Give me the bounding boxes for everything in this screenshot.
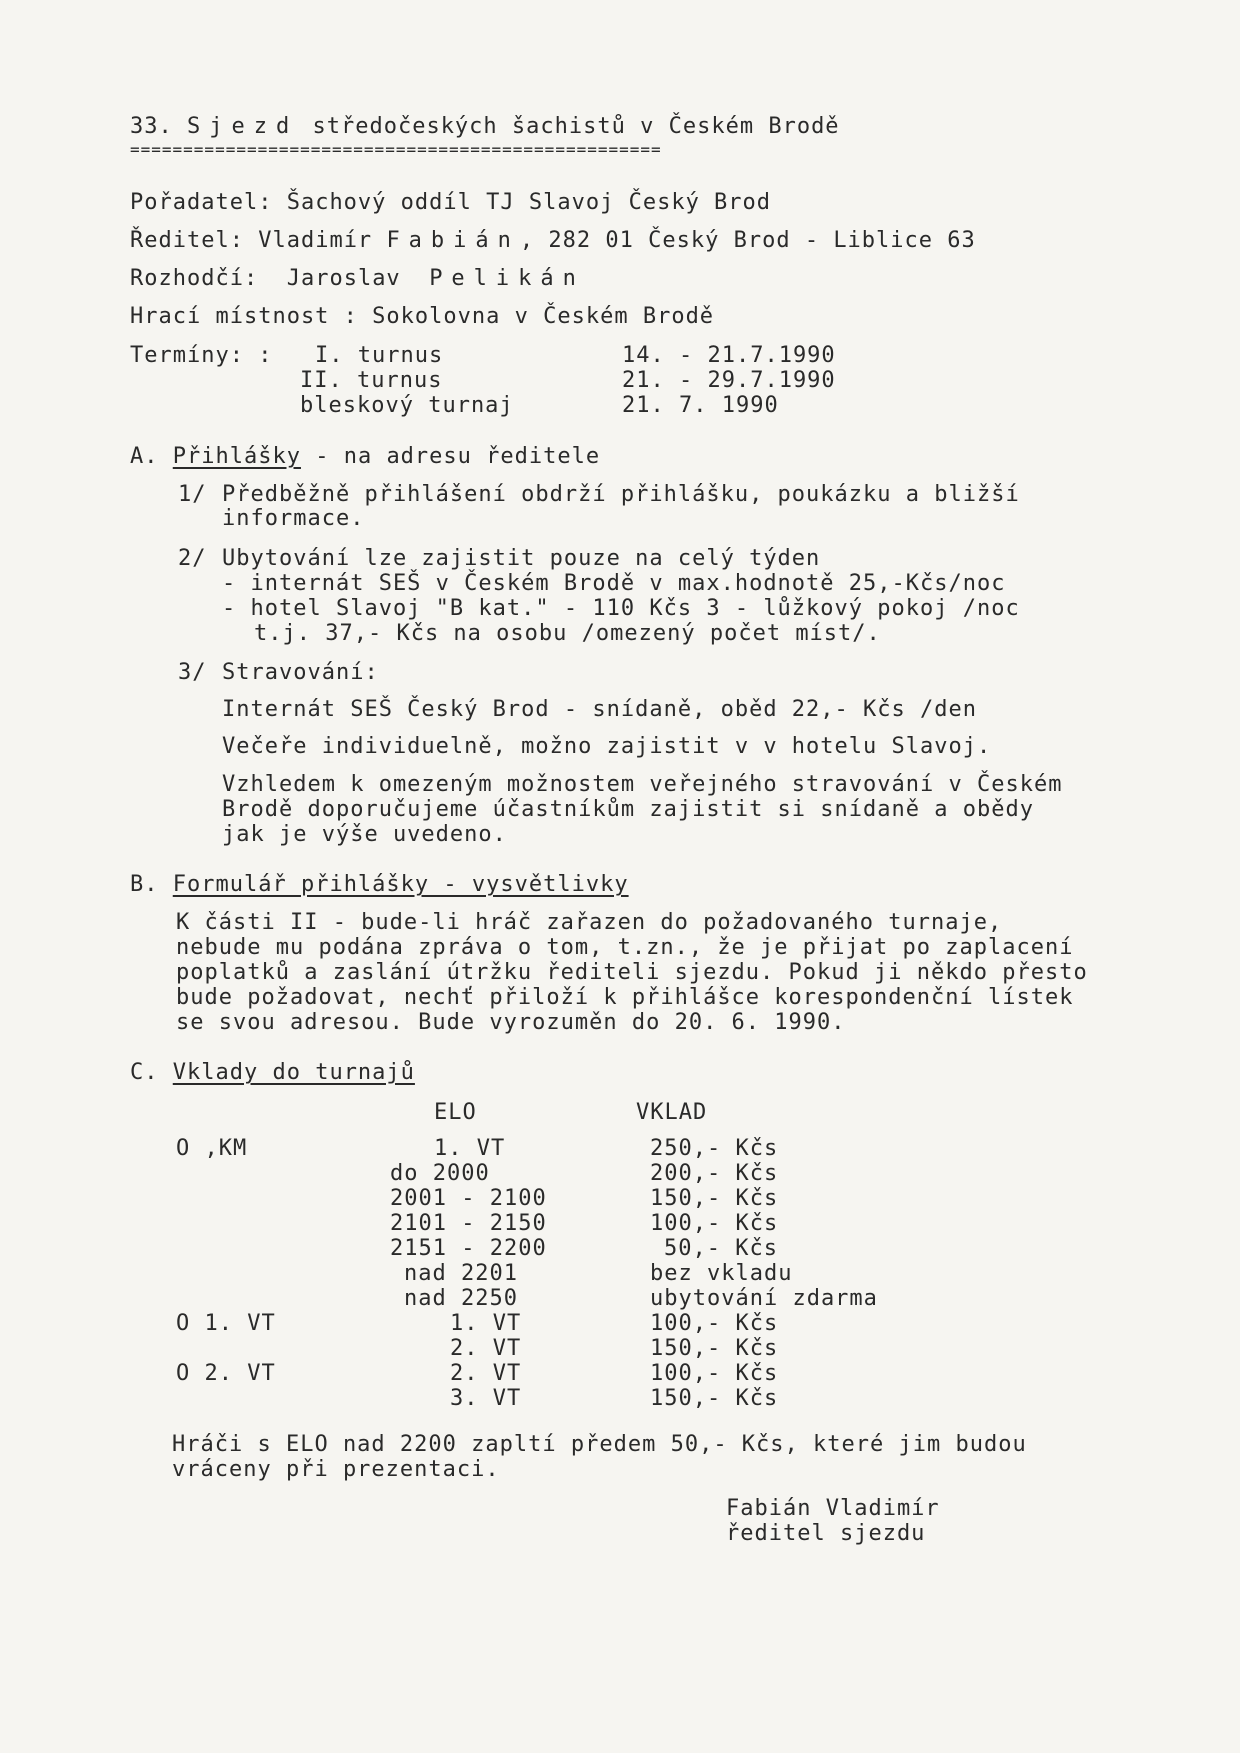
column-header-vklad: VKLAD	[636, 1100, 708, 1125]
item-1-number: 1/	[178, 482, 207, 507]
section-b-line-1: K části II - bude-li hráč zařazen do požadovaného turnaje,	[176, 910, 1003, 935]
row-elo: nad 2201	[404, 1261, 518, 1286]
row-elo: 2001 - 2100	[390, 1186, 547, 1211]
row-elo: 2101 - 2150	[390, 1211, 547, 1236]
director-last-name: Fabián	[386, 228, 520, 253]
row-elo: 2151 - 2200	[390, 1236, 547, 1261]
fees-note-line-1: Hráči s ELO nad 2200 zapltí předem 50,- Kčs, které jim budou	[172, 1432, 1027, 1457]
row-vklad: 150,- Kčs	[650, 1336, 779, 1361]
signature-name: Fabián Vladimír	[726, 1496, 940, 1521]
row-group: O 1. VT	[176, 1311, 276, 1336]
item-2-line-2: - internát SEŠ v Českém Brodě v max.hodnotě 25,-Kčs/noc	[222, 571, 1006, 596]
term-2-date: 21. - 29.7.1990	[622, 368, 836, 393]
row-elo: 2. VT	[450, 1336, 522, 1361]
row-elo: 3. VT	[450, 1386, 522, 1411]
title-spaced-word: Sjezd	[187, 114, 299, 139]
section-b-line-3: poplatků a zaslání útržku řediteli sjezdu. Pokud ji někdo přesto	[176, 960, 1088, 985]
signature-role: ředitel sjezdu	[726, 1521, 926, 1546]
term-3-date: 21. 7. 1990	[622, 393, 779, 418]
row-elo: 2. VT	[450, 1361, 522, 1386]
item-3-line-4: Vzhledem k omezeným možnostem veřejného stravování v Českém	[222, 772, 1063, 797]
section-b-letter: B.	[130, 872, 159, 897]
row-vklad: ubytování zdarma	[650, 1286, 878, 1311]
section-c-title: Vklady do turnajů	[172, 1060, 415, 1085]
director-address: , 282 01 Český Brod - Liblice 63	[519, 228, 976, 253]
row-vklad: 200,- Kčs	[650, 1161, 779, 1186]
venue-label: Hrací místnost :	[130, 304, 358, 329]
item-2-line-1: Ubytování lze zajistit pouze na celý týden	[222, 546, 821, 571]
section-b-line-4: bude požadovat, nechť přiloží k přihlášce korespondenční lístek	[176, 985, 1074, 1010]
item-2-number: 2/	[178, 546, 207, 571]
row-vklad: bez vkladu	[650, 1261, 793, 1286]
venue-value: Sokolovna v Českém Brodě	[372, 304, 715, 329]
row-elo: nad 2250	[404, 1286, 518, 1311]
item-2-line-3: - hotel Slavoj "B kat." - 110 Kčs 3 - lůžkový pokoj /noc	[222, 596, 1020, 621]
director-label: Ředitel:	[130, 228, 244, 253]
section-b-title: Formulář přihlášky - vysvětlivky	[172, 872, 629, 897]
item-1-line-1: Předběžně přihlášení obdrží přihlášku, poukázku a bližší	[222, 482, 1020, 507]
dates-label: Termíny: :	[130, 343, 273, 368]
term-3-name: bleskový turnaj	[300, 393, 514, 418]
section-b-heading	[130, 872, 629, 898]
row-vklad: 150,- Kčs	[650, 1186, 779, 1211]
section-c-heading	[130, 1060, 415, 1086]
term-1-name: I. turnus	[315, 343, 444, 368]
title-prefix: 33.	[130, 114, 173, 139]
section-c-letter: C.	[130, 1060, 159, 1085]
item-3-line-3: Večeře individuelně, možno zajistit v v hotelu Slavoj.	[222, 734, 992, 759]
item-3-number: 3/	[178, 660, 207, 685]
organizer-label: Pořadatel:	[130, 190, 273, 215]
row-elo: do 2000	[390, 1161, 490, 1186]
row-vklad: 100,- Kčs	[650, 1311, 779, 1336]
section-b-line-5: se svou adresou. Bude vyrozuměn do 20. 6. 1990.	[176, 1010, 846, 1035]
item-1-line-2: informace.	[222, 506, 365, 531]
row-group: O ,KM	[176, 1136, 248, 1161]
row-vklad: 150,- Kčs	[650, 1386, 779, 1411]
column-header-elo: ELO	[434, 1100, 477, 1125]
section-b-line-2: nebude mu podána zpráva o tom, t.zn., že je přijat po zaplacení	[176, 935, 1074, 960]
organizer-line	[130, 190, 771, 216]
term-2-name: II. turnus	[300, 368, 443, 393]
item-3-line-1: Stravování:	[222, 660, 379, 685]
arbiter-label: Rozhodčí:	[130, 266, 259, 291]
row-vklad: 100,- Kčs	[650, 1211, 779, 1236]
venue-line	[130, 304, 714, 330]
director-first-name: Vladimír	[258, 228, 373, 253]
arbiter-last-name: Pelikán	[429, 266, 585, 291]
title-rule: ==================================================	[130, 140, 662, 159]
section-a-title-rest: - na adresu ředitele	[300, 444, 601, 469]
title-rest: středočeských šachistů v Českém Brodě	[312, 114, 840, 139]
row-vklad: 250,- Kčs	[650, 1136, 779, 1161]
fees-note-line-2: vráceny při prezentaci.	[172, 1457, 500, 1482]
arbiter-line	[130, 266, 585, 292]
row-elo: 1. VT	[434, 1136, 506, 1161]
director-line	[130, 228, 976, 254]
row-vklad: 100,- Kčs	[650, 1361, 779, 1386]
document-title	[130, 114, 840, 140]
section-a-letter: A.	[130, 444, 159, 469]
item-3-line-2: Internát SEŠ Český Brod - snídaně, oběd 22,- Kčs /den	[222, 697, 977, 722]
section-a-title: Přihlášky	[172, 444, 301, 469]
item-2-line-4: t.j. 37,- Kčs na osobu /omezený počet míst/.	[254, 621, 881, 646]
arbiter-first-name: Jaroslav	[286, 266, 401, 291]
section-a-heading	[130, 444, 600, 470]
organizer-value: Šachový oddíl TJ Slavoj Český Brod	[286, 190, 772, 215]
row-group: O 2. VT	[176, 1361, 276, 1386]
row-elo: 1. VT	[450, 1311, 522, 1336]
term-1-date: 14. - 21.7.1990	[622, 343, 836, 368]
row-vklad: 50,- Kčs	[664, 1236, 778, 1261]
item-3-line-6: jak je výše uvedeno.	[222, 822, 507, 847]
item-3-line-5: Brodě doporučujeme účastníkům zajistit si snídaně a obědy	[222, 797, 1034, 822]
